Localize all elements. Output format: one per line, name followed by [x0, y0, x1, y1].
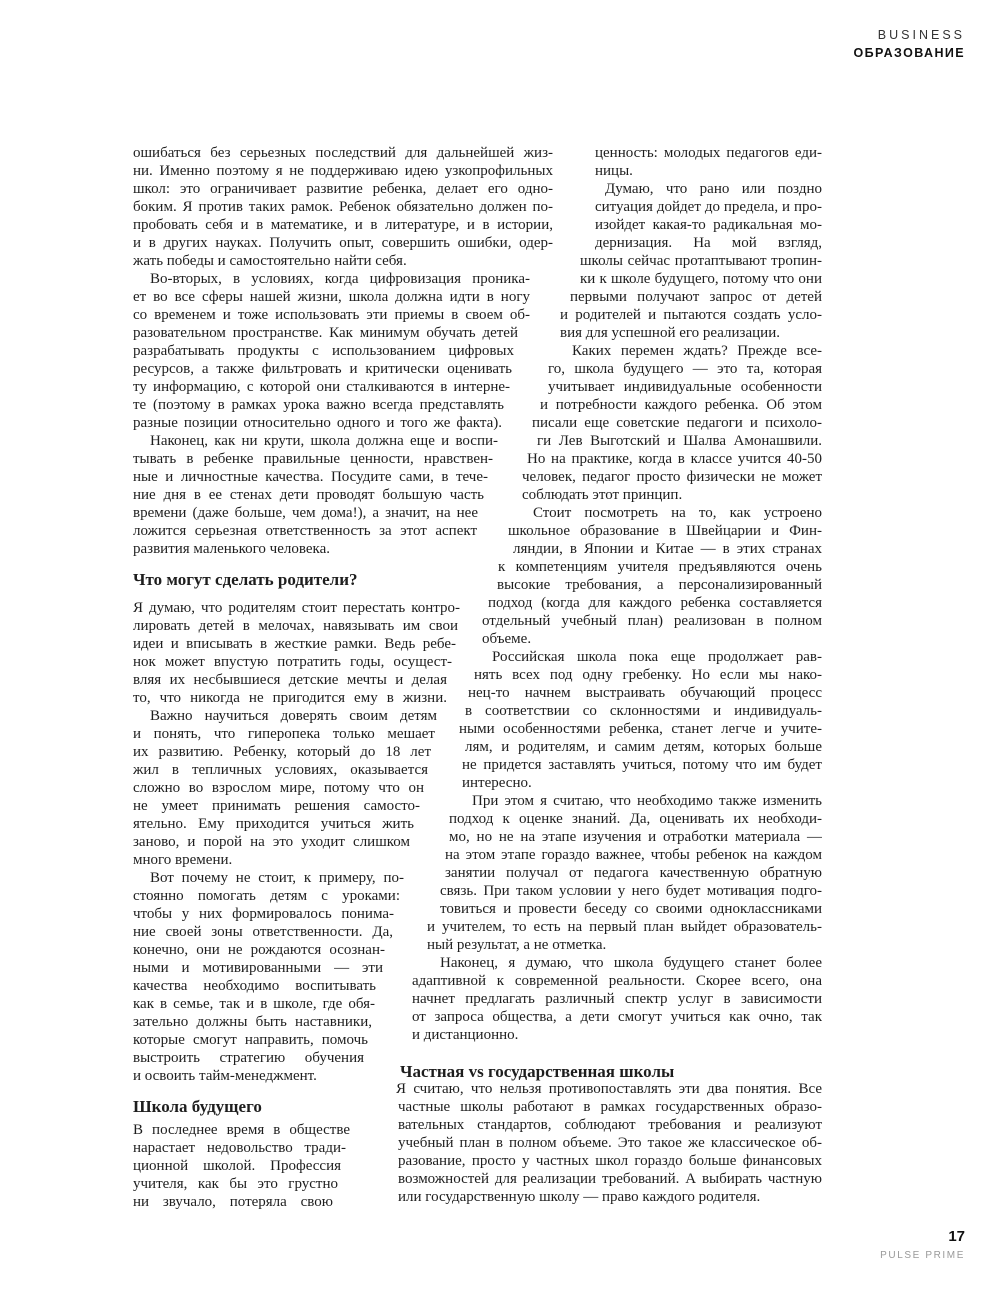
article-line: в соответствии со склонностями и индивидуаль- — [465, 703, 822, 719]
article-line: со временем и тоже использовать эти приемы в своем об- — [133, 307, 530, 323]
article-line: учитывает индивидуальные особенности — [548, 379, 822, 395]
article-line: интересно. — [462, 775, 532, 791]
article-line: ный результат, а не отметка. — [427, 937, 607, 953]
article-line: много времени. — [133, 852, 233, 868]
article-line: учителя, как бы это грустно — [133, 1176, 338, 1192]
article-line: Я думаю, что родителям стоит перестать контро- — [133, 600, 460, 616]
article-line: или государственную школу — право каждого родителя. — [398, 1189, 761, 1205]
article-line: зательно должны быть наставники, — [133, 1014, 372, 1030]
article-line: вляя их несбывшиеся детские мечты и делая — [133, 672, 447, 688]
article-line: связь. При таком условии у него будет мотивация подго- — [440, 883, 822, 899]
article-line: от запроса общества, а дети смогут учиться как очно, так — [412, 1009, 822, 1025]
article-line: отдельный учебный план) реализован в полном — [482, 613, 822, 629]
article-line: и освоить тайм-менеджмент. — [133, 1068, 317, 1084]
article-line: и дистанционно. — [412, 1027, 519, 1043]
article-line: ни. Именно поэтому я не поддерживаю идею узкопрофильных — [133, 163, 553, 179]
article-line: не придется заставлять учиться, потому что им будет — [462, 757, 822, 773]
section-heading: Частная vs государственная школы — [400, 1062, 675, 1081]
article-line: Но на практике, когда в классе учится 40-50 — [527, 451, 822, 467]
article-line: высокие требования, а персонализированный — [497, 577, 822, 593]
article-line: ситуация дойдет до предела, и про- — [595, 199, 822, 215]
article-line: боким. Я против таких рамок. Ребенок обязательно должен по- — [133, 199, 553, 215]
article-line: и учителем, то есть на первый план выйдет образователь- — [427, 919, 822, 935]
article-line: тывать в ребенке правильные ценности, нравствен- — [133, 451, 493, 467]
article-line: ятельно. Ему приходится учиться жить — [133, 816, 414, 832]
article-line: нять всех под одну гребенку. Но если мы нако- — [474, 667, 822, 683]
article-line: ляндии, в Японии и Китае — в этих странах — [513, 541, 822, 557]
article-line: ги Лев Выготский и Шалва Амонашвили. — [537, 433, 822, 449]
article-line: го, школа будущего — это та, которая — [548, 361, 822, 377]
article-line: разование, просто у частных школ гораздо больше финансовых — [398, 1153, 822, 1169]
article-line: вия для успешной его реализации. — [560, 325, 780, 341]
article-line: мо, но не на этапе изучения и отработки материала — — [449, 829, 822, 845]
article-line: При этом я считаю, что необходимо также изменить — [472, 793, 822, 809]
article-line: первыми получают запрос от детей — [570, 289, 822, 305]
article-line: ционной школой. Профессия — [133, 1158, 341, 1174]
article-line: занятии получал от педагога качественную обратную — [445, 865, 822, 881]
article-line: ту информацию, с которой они сталкиваются в интерне- — [133, 379, 510, 395]
article-line: и в других науках. Получить опыт, совершить ошибки, одер- — [133, 235, 553, 251]
article-line: ные и личностные качества. Посудите сами, в тече- — [133, 469, 488, 485]
article-line: объеме. — [482, 631, 532, 647]
article-line: Во-вторых, в условиях, когда цифровизация проника- — [150, 271, 530, 287]
article-line: нец-то начнем выстраивать обучающий процесс — [468, 685, 822, 701]
article-line: ными особенностями ребенка, станет легче и учите- — [459, 721, 822, 737]
article-line: школы сейчас протаптывают тропин- — [580, 253, 822, 269]
article-line: писали еще советские педагоги и психоло- — [532, 415, 822, 431]
article-line: ки к школе будущего, потому что они — [580, 271, 822, 287]
article-line: соблюдать этот принцип. — [522, 487, 683, 503]
article-line: Важно научиться доверять своим детям — [150, 708, 437, 724]
article-line: Я считаю, что нельзя противопоставлять эти два понятия. Все — [396, 1081, 822, 1097]
article-line: ресурсов, а также фильтровать и критически оценивать — [133, 361, 512, 377]
article-line: учебный план в полном объеме. Это такое же классическое об- — [398, 1135, 822, 1151]
article-line: к компетенциям учителя предъявляются очень — [498, 559, 822, 575]
article-line: которые смогут направить, помочь — [133, 1032, 368, 1048]
article-line: нок может впустую потратить годы, осущест- — [133, 654, 452, 670]
article-line: Российская школа пока еще продолжает рав- — [492, 649, 822, 665]
article-line: выстроить стратегию обучения — [133, 1050, 364, 1066]
article-line: школьное образование в Швейцарии и Фин- — [508, 523, 822, 539]
article-line: ние своей зоны ответственности. Да, — [133, 924, 393, 940]
header-category-label: ОБРАЗОВАНИЕ — [853, 46, 965, 60]
article-line: изойдет какая-то радикальная мо- — [595, 217, 822, 233]
article-line: подход (когда для каждого ребенка составляется — [488, 595, 822, 611]
article-line: и родителей и пытаются создать усло- — [560, 307, 822, 323]
article-line: конечно, они не рождаются осознан- — [133, 942, 385, 958]
article-line: идеи и вписывать в жесткие рамки. Ведь ребе- — [133, 636, 456, 652]
article-line: Каких перемен ждать? Прежде все- — [572, 343, 822, 359]
article-line: Вот почему не стоит, к примеру, по- — [150, 870, 404, 886]
article-line: заново, и порой на это уходит слишком — [133, 834, 410, 850]
article-line: Наконец, как ни крути, школа должна еще и воспи- — [150, 433, 498, 449]
article-line: ни звучало, потеряла свою — [133, 1194, 333, 1210]
article-line: нарастает недовольство тради- — [133, 1140, 346, 1156]
article-line: Думаю, что рано или поздно — [605, 181, 822, 197]
article-line: Наконец, я думаю, что школа будущего станет более — [440, 955, 822, 971]
article-line: ложится серьезная ответственность за этот аспект — [133, 523, 477, 539]
article-line: товиться и провести беседу со своими одноклассниками — [440, 901, 822, 917]
article-line: жил в тепличных условиях, оказывается — [133, 762, 428, 778]
section-heading: Школа будущего — [133, 1097, 262, 1116]
article-line: чтобы у них формировалось понима- — [133, 906, 394, 922]
header-section-label: BUSINESS — [877, 28, 965, 42]
section-heading: Что могут сделать родители? — [133, 570, 358, 589]
article-line: не умеет принимать решения самосто- — [133, 798, 420, 814]
magazine-brand: PULSE PRIME — [880, 1250, 965, 1261]
article-line: начнет предлагать различный спектр услуг в зависимости — [412, 991, 822, 1007]
article-line: ницы. — [595, 163, 633, 179]
article-line: и понять, что гиперопека только мешает — [133, 726, 435, 742]
article-line: времени (даже больше, чем дома!), а значит, на нее — [133, 505, 478, 521]
article-line: Стоит посмотреть на то, как устроено — [533, 505, 822, 521]
article-line: ошибаться без серьезных последствий для дальнейшей жиз- — [133, 145, 553, 161]
article-line: подход к оценке знаний. Да, оценивать их необходи- — [449, 811, 822, 827]
article-line: те (поэтому в рамках урока важно всегда представлять — [133, 397, 504, 413]
page-number: 17 — [948, 1228, 965, 1245]
article-line: лировать детей в мелочах, навязывать им свои — [133, 618, 458, 634]
article-line: ет во все сферы нашей жизни, школа должна идти в ногу — [133, 289, 530, 305]
article-line: сложно во взрослом мире, потому что он — [133, 780, 424, 796]
article-line: ние дня в ее стенах дети проводят большую часть — [133, 487, 484, 503]
article-line: их развитию. Ребенку, который до 18 лет — [133, 744, 431, 760]
article-line: дернизация. На мой взгляд, — [595, 235, 822, 251]
article-line: школ: это ограничивает развитие ребенка, делает его одно- — [133, 181, 553, 197]
article-line: возможностей для реализации требований. А выбирать частную — [398, 1171, 822, 1187]
article-line: стоянно помогать детям с уроками: — [133, 888, 400, 904]
article-line: ценность: молодых педагогов еди- — [595, 145, 822, 161]
article-line: развития маленького человека. — [133, 541, 330, 557]
article-line: разовательном пространстве. Как минимум обучать детей — [133, 325, 518, 341]
article-line: лям, и родителям, и самим детям, которых больше — [465, 739, 822, 755]
article-line: качества необходимо воспитывать — [133, 978, 376, 994]
article-line: В последнее время в обществе — [133, 1122, 350, 1138]
article-line: ными и мотивированными — эти — [133, 960, 383, 976]
article-line: разные позиции относительно одного и того же факта). — [133, 415, 502, 431]
article-line: вательных стандартов, соблюдают требования и реализуют — [398, 1117, 822, 1133]
article-line: разрабатывать продукты с использованием цифровых — [133, 343, 514, 359]
article-line: адаптивной к современной реальности. Скорее всего, она — [412, 973, 822, 989]
article-line: на этом этапе гораздо важнее, чтобы ребенок на каждом — [445, 847, 822, 863]
article-line: человек, педагог просто физически не может — [522, 469, 822, 485]
article-line: то, что никогда не пригодится ему в жизни. — [133, 690, 447, 706]
article-line: жать победы и самостоятельно найти себя. — [133, 253, 407, 269]
article-line: и потребности каждого ребенка. Об этом — [540, 397, 822, 413]
article-line: пробовать себя и в математике, и в литературе, и в истории, — [133, 217, 553, 233]
article-line: как в семье, так и в школе, где обя- — [133, 996, 375, 1012]
article-line: частные школы работают в рамках государственных образо- — [398, 1099, 822, 1115]
